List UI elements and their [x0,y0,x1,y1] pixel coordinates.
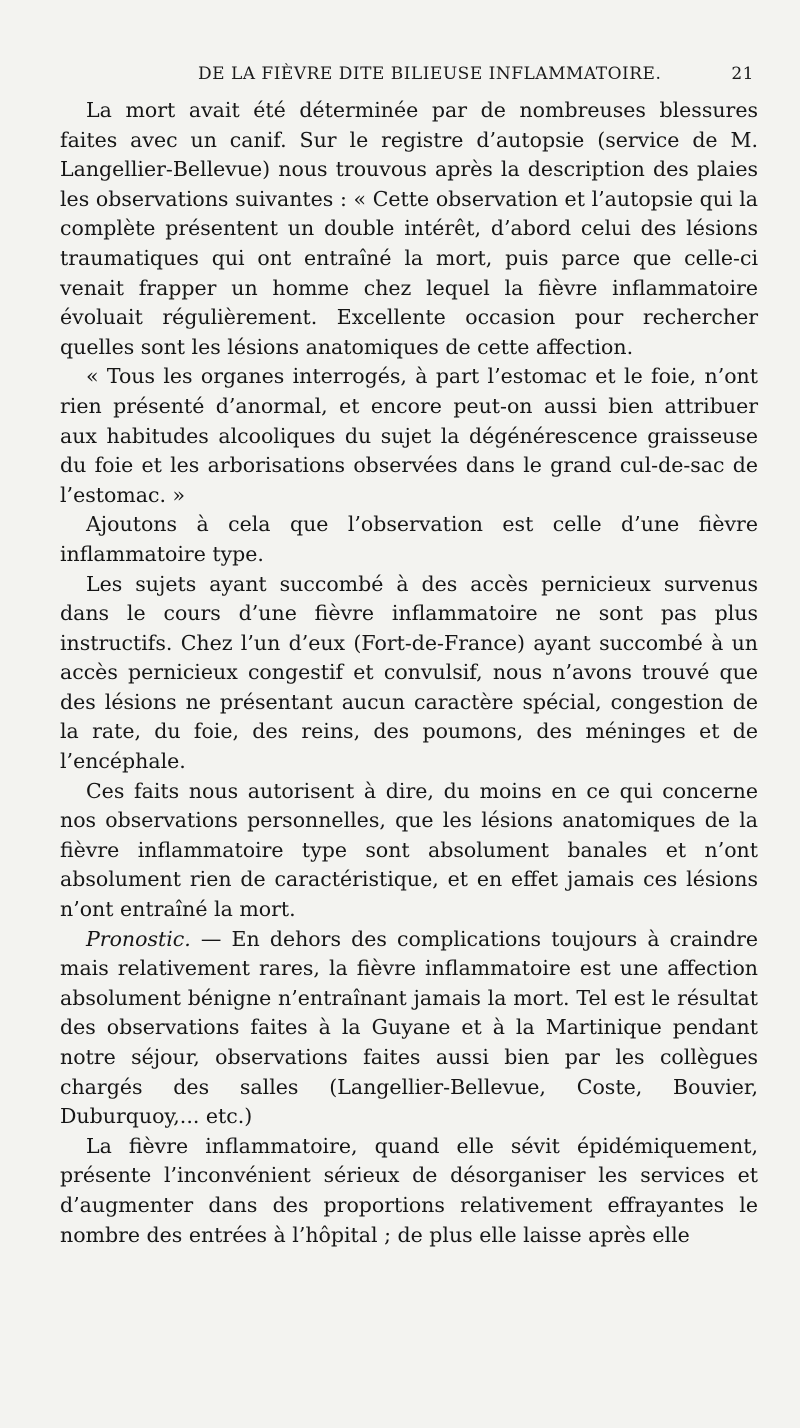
paragraph: La fièvre inflammatoire, quand elle sévit épidémiquement, présente l’inconvénient sérieux de désorganiser les services et d’augmenter dans des proportions relativement effrayantes le nombre des entrées à l’hôpital ; de plus elle laisse après elle [60,1133,758,1247]
page-number: 21 [731,64,754,84]
paragraph: Les sujets ayant succombé à des accès pernicieux survenus dans le cours d’une fièvre inflammatoire ne sont pas plus instructifs. Chez l’un d’eux (Fort-de-France) ayant succombé à un accès pernicieux congestif et convulsif, nous n’avons trouvé que des lésions ne présentant aucun caractère spécial, congestion de la rate, du foie, des reins, des poumons, des méninges et de l’encéphale. [60,571,758,774]
paragraph: La mort avait été déterminée par de nombreuses blessures faites avec un canif. Sur le registre d’autopsie (service de M. Langellier-Bellevue) nous trouvous après la description des plaies les observations suivantes : « Cette observation et l’autopsie qui la complète présentent un double intérêt, d’abord celui des lésions traumatiques qui ont entraîné la mort, puis parce que celle-ci venait frapper un homme chez lequel la fièvre inflammatoire évoluait régulièrement. Excellente occasion pour rechercher quelles sont les lésions anatomiques de cette affection. [60,98,758,359]
body-text [60,96,758,1250]
running-title: DE LA FIÈVRE DITE BILIEUSE INFLAMMATOIRE. [198,64,662,84]
paragraph: Ces faits nous autorisent à dire, du moins en ce qui concerne nos observations personnelles, que les lésions anatomiques de la fièvre inflammatoire type sont absolument banales et n’ont absolument rien de caractéristique, et en effet jamais ces lésions n’ont entraîné la mort. [60,778,758,922]
page-header [60,64,760,94]
section-heading-pronostic: Pronostic. [86,926,191,951]
paragraph: Pronostic. — En dehors des complications toujours à craindre mais relativement rares, la fièvre inflammatoire est une affection absolument bénigne n’entraînant jamais la mort. Tel est le résultat des observations faites à la Guyane et à la Martinique pendant notre séjour, observations faites aussi bien par les collègues chargés des salles (Langellier-Bellevue, Coste, Bouvier, Duburquoy,... etc.) [60,926,758,1129]
paragraph: « Tous les organes interrogés, à part l’estomac et le foie, n’ont rien présenté d’anormal, et encore peut-on aussi bien attribuer aux habitudes alcooliques du sujet la dégénérescence graisseuse du foie et les arborisations observées dans le grand cul-de-sac de l’estomac. » [60,364,758,507]
paragraph: Ajoutons à cela que l’observation est celle d’une fièvre inflammatoire type. [60,512,758,566]
